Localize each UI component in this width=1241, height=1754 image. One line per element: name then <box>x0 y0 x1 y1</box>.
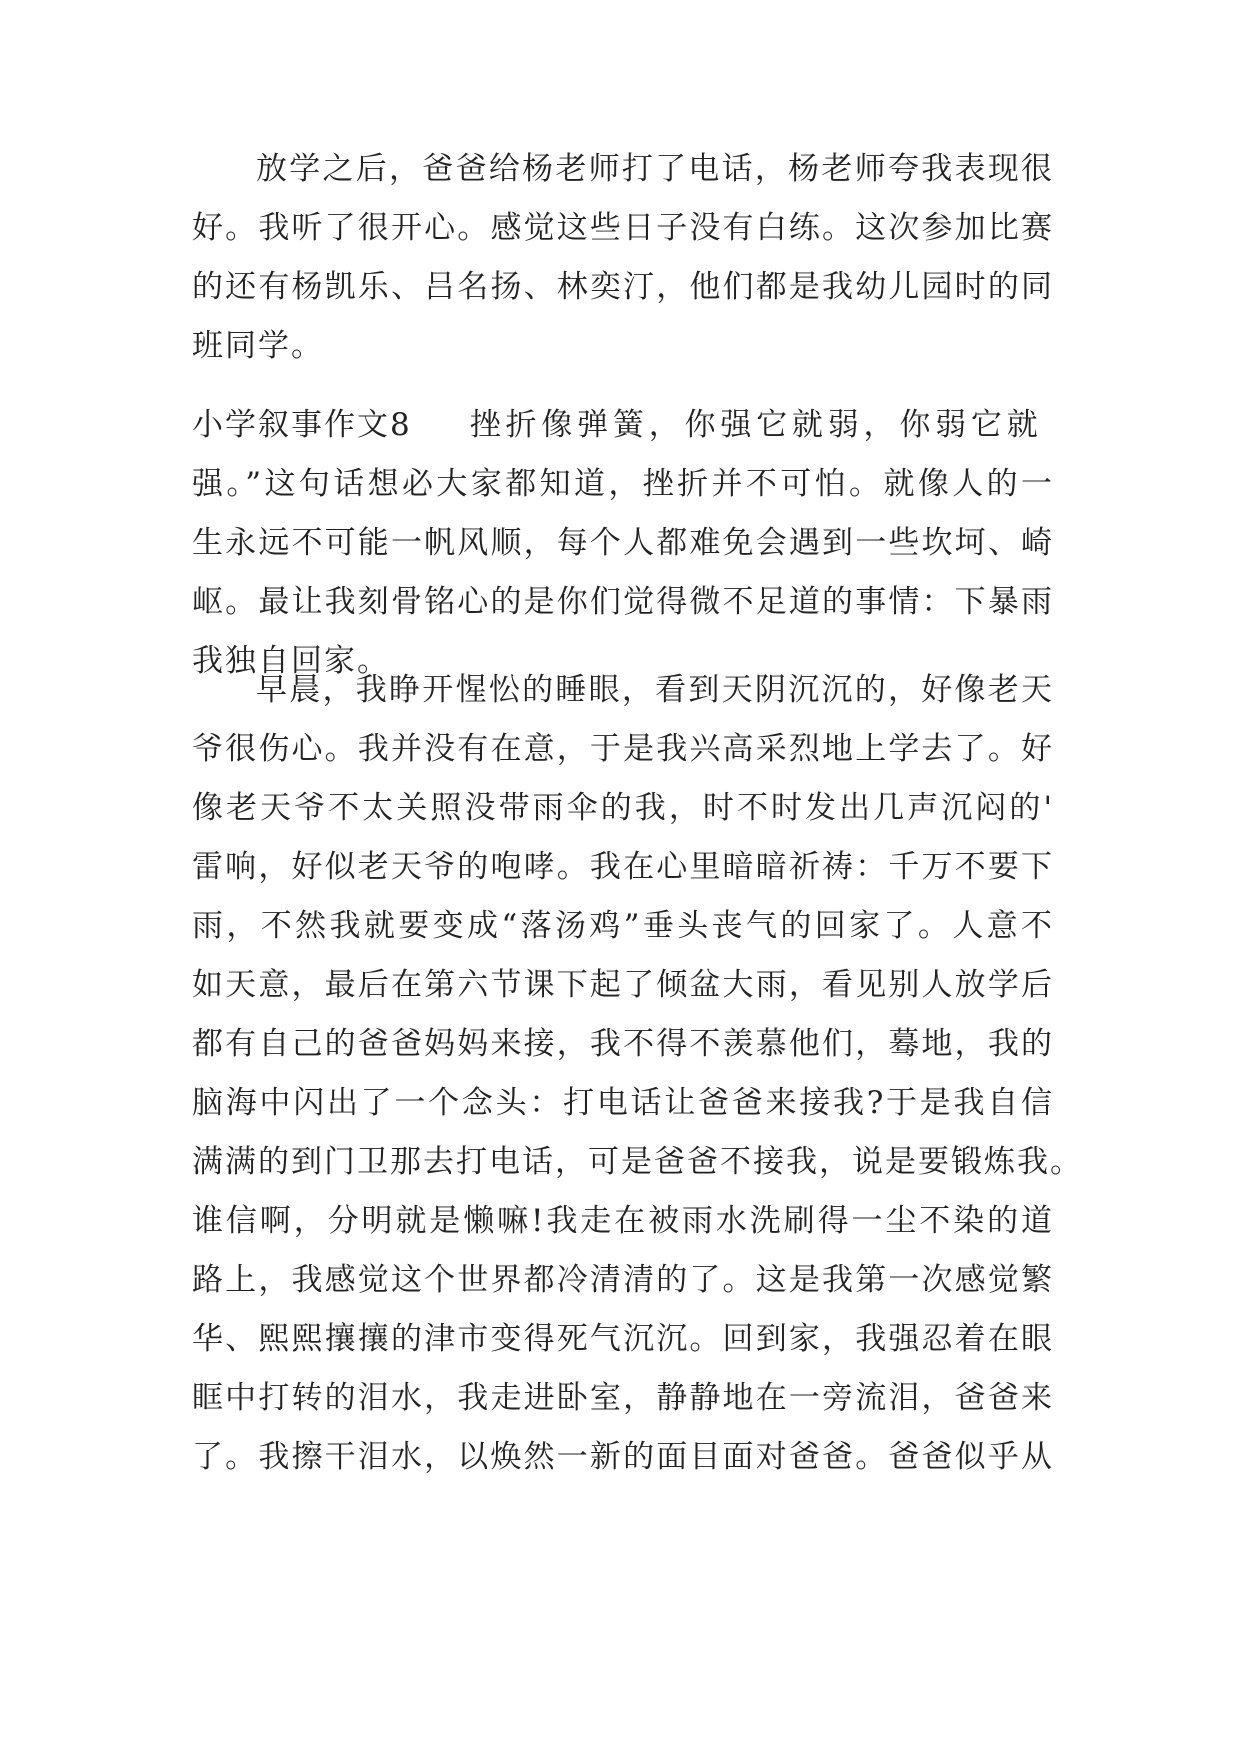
paragraph-2-line-10: 谁信啊，分明就是懒嘛!我走在被雨水洗刷得一尘不染的道 <box>192 1203 1054 1239</box>
paragraph-1 <box>192 140 1054 376</box>
paragraph-2-line-8: 脑海中闪出了一个念头：打电话让爸爸来接我?于是我自信 <box>192 1085 1054 1121</box>
section-line-3: 生永远不可能一帆风顺，每个人都难免会遇到一些坎坷、崎 <box>192 525 1054 561</box>
paragraph-2-line-11: 路上，我感觉这个世界都冷清清的了。这是我第一次感觉繁 <box>192 1262 1054 1298</box>
paragraph-2-line-9: 满满的到门卫那去打电话，可是爸爸不接我，说是要锻炼我。 <box>192 1144 1083 1180</box>
section-heading-line <box>192 396 1054 455</box>
paragraph-2-line-14: 了。我擦干泪水，以焕然一新的面目面对爸爸。爸爸似乎从 <box>192 1439 1054 1475</box>
paragraph-2-line-1: 早晨，我睁开惺忪的睡眼，看到天阴沉沉的，好像老天 <box>256 672 1054 708</box>
paragraph-1-line-1: 放学之后，爸爸给杨老师打了电话，杨老师夸我表现很 <box>256 151 1054 187</box>
paragraph-2-line-6: 如天意，最后在第六节课下起了倾盆大雨，看见别人放学后 <box>192 967 1054 1003</box>
section-line-4: 岖。最让我刻骨铭心的是你们觉得微不足道的事情：下暴雨 <box>192 584 1054 620</box>
paragraph-2-line-13: 眶中打转的泪水，我走进卧室，静静地在一旁流泪，爸爸来 <box>192 1380 1054 1416</box>
paragraph-2-line-3: 像老天爷不太关照没带雨伞的我，时不时发出几声沉闷的' <box>192 790 1054 826</box>
paragraph-1-line-3: 的还有杨凯乐、吕名扬、林奕汀，他们都是我幼儿园时的同 <box>192 269 1054 305</box>
section-first-line-text: 挫折像弹簧，你强它就弱，你弱它就 <box>469 407 1040 443</box>
section-line-2: 强。”这句话想必大家都知道，挫折并不可怕。就像人的一 <box>192 466 1054 502</box>
section-heading: 小学叙事作文8 <box>192 407 412 443</box>
section-8 <box>192 396 1054 691</box>
paragraph-2-line-12: 华、熙熙攘攘的津市变得死气沉沉。回到家，我强忍着在眼 <box>192 1321 1054 1357</box>
paragraph-1-line-2: 好。我听了很开心。感觉这些日子没有白练。这次参加比赛 <box>192 210 1054 246</box>
paragraph-2-line-5: 雨，不然我就要变成“落汤鸡”垂头丧气的回家了。人意不 <box>192 908 1054 944</box>
paragraph-2-line-7: 都有自己的爸爸妈妈来接，我不得不羡慕他们，蓦地，我的 <box>192 1026 1054 1062</box>
paragraph-2-line-2: 爷很伤心。我并没有在意，于是我兴高采烈地上学去了。好 <box>192 731 1054 767</box>
paragraph-2 <box>192 661 1083 1487</box>
paragraph-1-line-4: 班同学。 <box>192 328 324 364</box>
paragraph-2-line-4: 雷响，好似老天爷的咆哮。我在心里暗暗祈祷：千万不要下 <box>192 849 1054 885</box>
section-line-5: 我独自回家。 <box>192 643 390 679</box>
